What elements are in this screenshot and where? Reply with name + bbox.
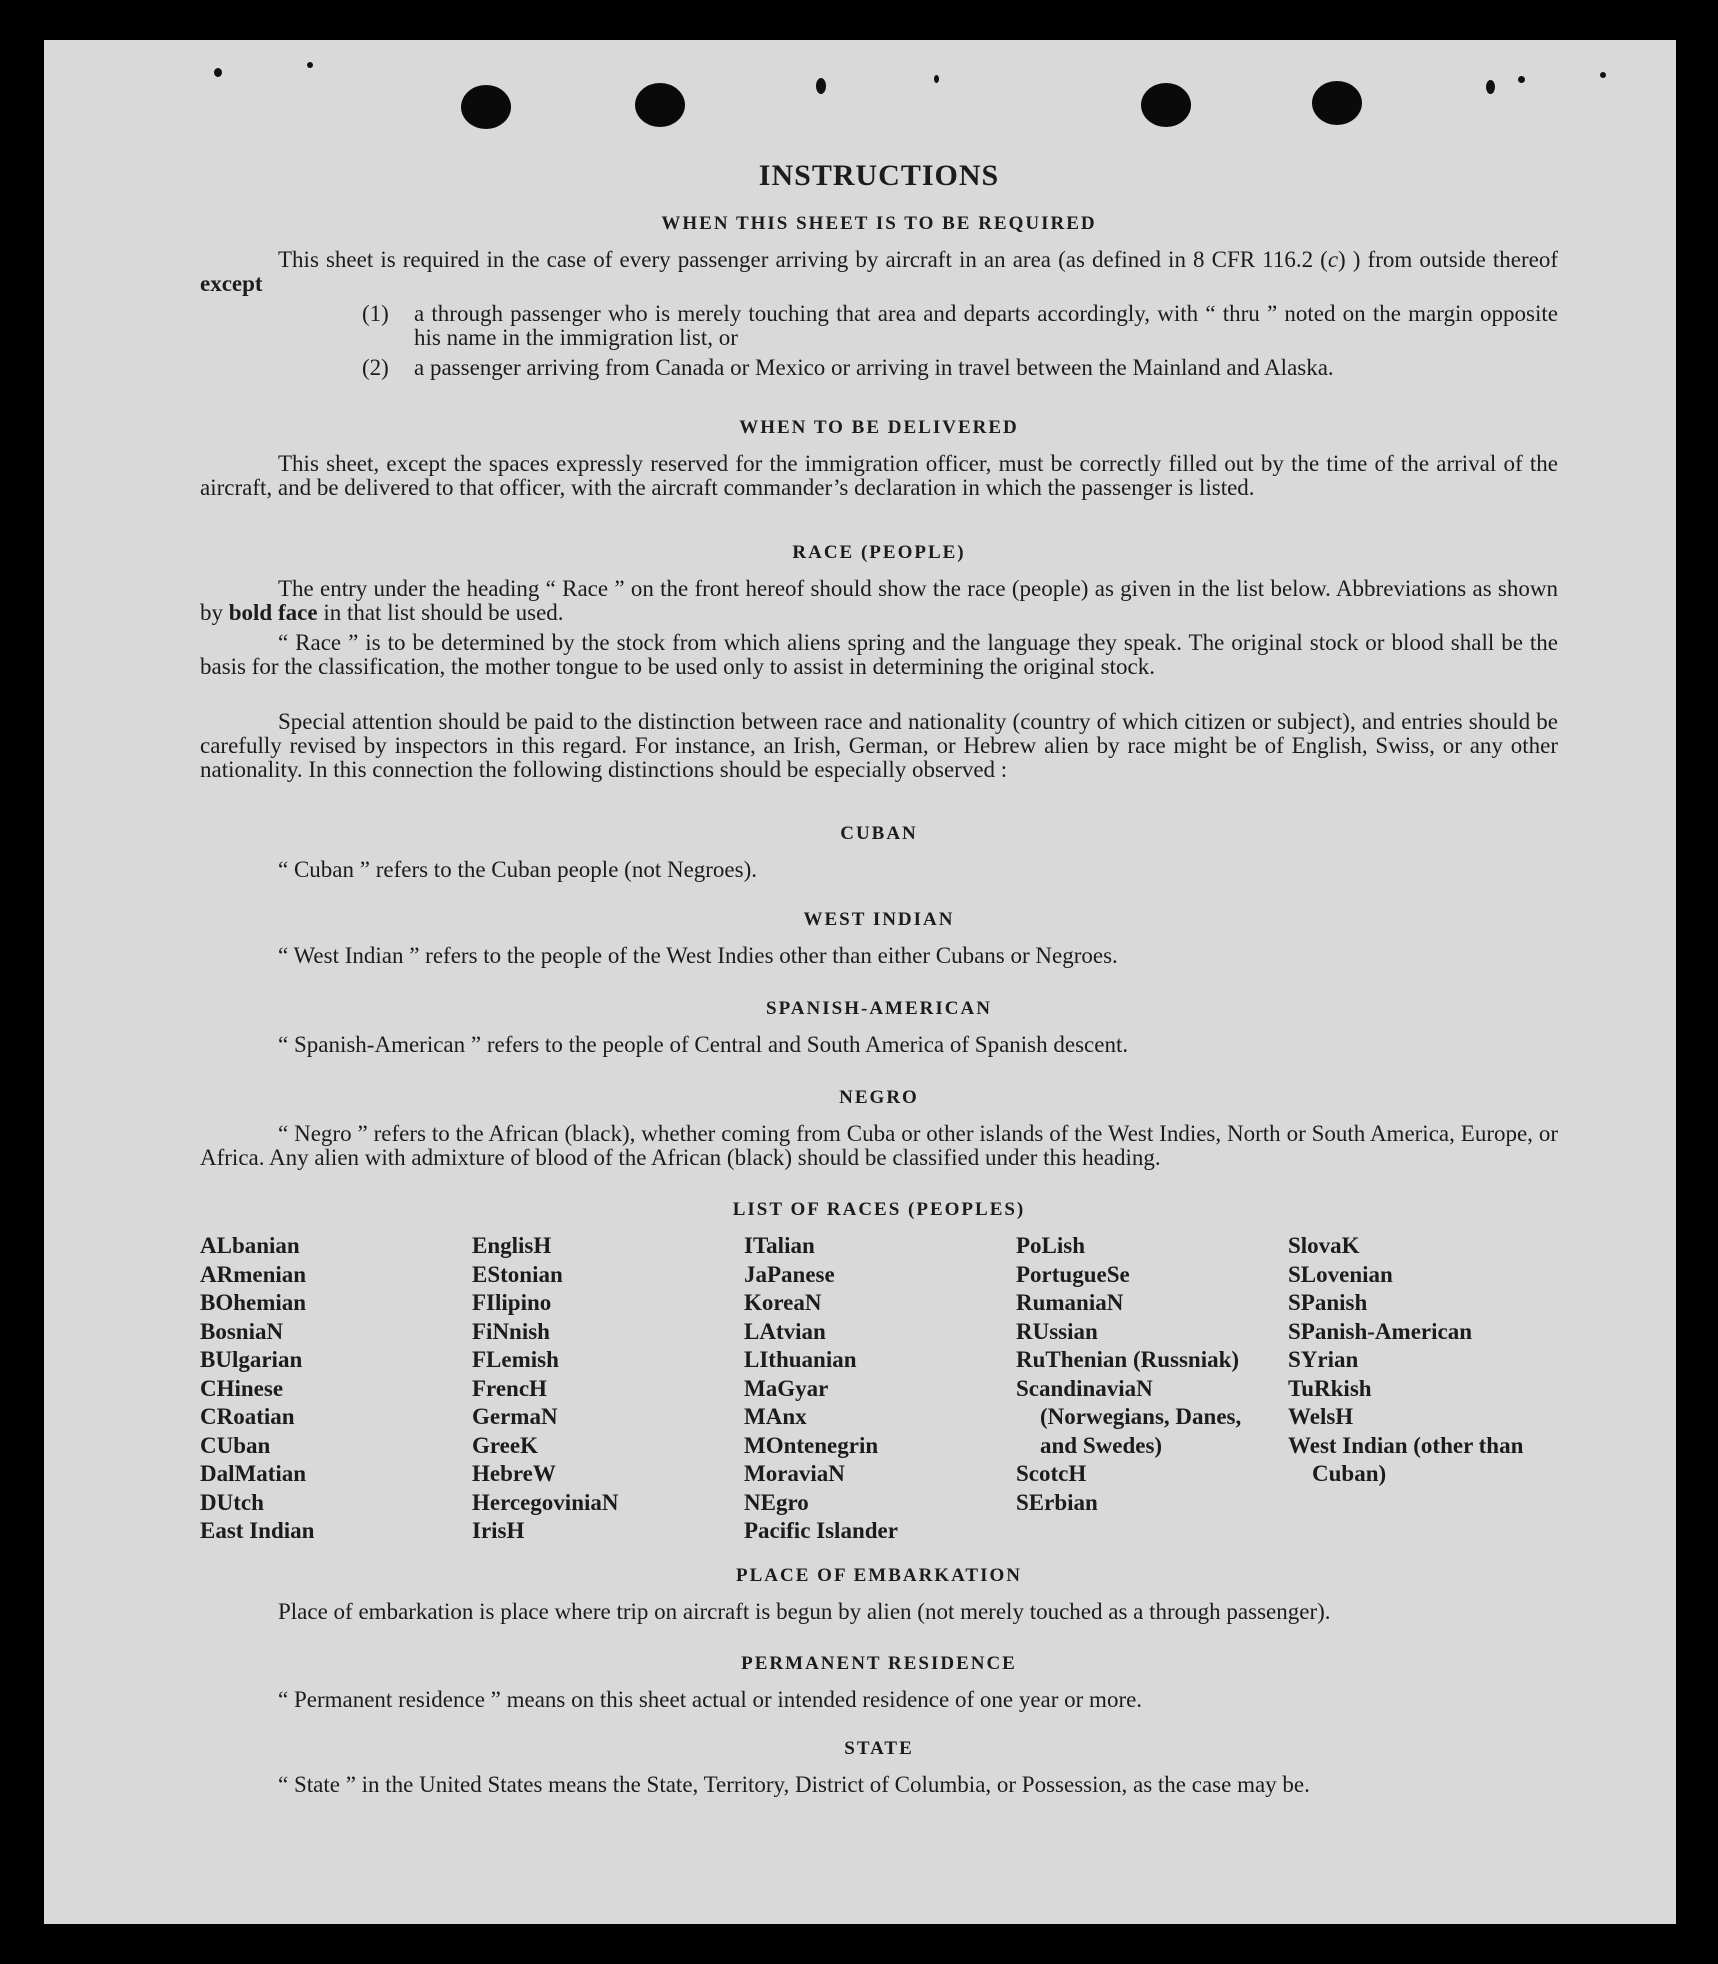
heading-when-delivered: WHEN TO BE DELIVERED — [739, 417, 1019, 438]
race-entry: RUssian — [1016, 1318, 1098, 1344]
race-entry: ScandinaviaN (Norwegians, Danes, and Swedes) — [1016, 1375, 1242, 1458]
spanish-american-text: “ Spanish-American ” refers to the people of Central and South America of Spanish descent. — [278, 1032, 1129, 1057]
race-entry: MAnx — [744, 1404, 807, 1429]
race-entry: PortugueSe — [1016, 1261, 1130, 1287]
race-entry: CUban — [200, 1432, 271, 1458]
item-text: a passenger arriving from Canada or Mexico or arriving in travel between the Mainland and Alaska. — [414, 355, 1334, 380]
race-entry: East Indian — [200, 1518, 315, 1543]
heading-cuban: CUBAN — [840, 823, 918, 844]
race-column-1 — [200, 1232, 462, 1546]
cuban-text: “ Cuban ” refers to the Cuban people (not Negroes). — [278, 857, 758, 882]
speck-mark — [214, 68, 222, 77]
race-p1-start: The entry under the heading “ Race ” on the front hereof should show the race (people) as given in the list below. Abbreviations as shown by — [200, 576, 1558, 625]
intro-start: This sheet is required in the case of every passenger arriving by aircraft in an area (as defined in 8 CFR 116.2 ( — [278, 247, 1328, 272]
race-entry: RuThenian (Russniak) — [1016, 1347, 1240, 1372]
speck-mark — [934, 75, 939, 83]
race-entry: EStonian — [472, 1261, 563, 1287]
race-entry: WelsH — [1288, 1404, 1354, 1429]
item-number: (2) — [362, 355, 389, 380]
race-entry: ScotcH — [1016, 1461, 1087, 1486]
document-sheet — [44, 40, 1676, 1924]
race-entry: MoraviaN — [744, 1461, 845, 1486]
west-indian-text: “ West Indian ” refers to the people of the West Indies other than either Cubans or Negroes. — [278, 943, 1118, 968]
heading-race: RACE (PEOPLE) — [792, 542, 966, 563]
race-entry: SYrian — [1288, 1347, 1359, 1372]
race-entry: JaPanese — [744, 1261, 835, 1287]
punch-hole — [461, 85, 511, 129]
race-entry: CHinese — [200, 1375, 284, 1401]
heading-when-required: WHEN THIS SHEET IS TO BE REQUIRED — [661, 213, 1097, 234]
heading-state: STATE — [844, 1738, 914, 1759]
race-entry: HebreW — [472, 1461, 556, 1486]
race-entry: BosniaN — [200, 1318, 284, 1344]
speck-mark — [1518, 76, 1525, 83]
item-number: (1) — [362, 301, 389, 326]
race-paragraph-2: “ Race ” is to be determined by the stock from which aliens spring and the language they speak. The original stock or blood shall be the basis for the classification, the mother tongue to be used only to assist in determining the original stock. — [200, 630, 1558, 679]
heading-embarkation: PLACE OF EMBARKATION — [736, 1565, 1022, 1586]
negro-text: “ Negro ” refers to the African (black), whether coming from Cuba or other islands of the West Indies, North or South America, Europe, or Africa. Any alien with admixture of blood of the African (black) should be classified under this heading. — [200, 1121, 1558, 1170]
race-entry: DUtch — [200, 1489, 264, 1515]
heading-west-indian: WEST INDIAN — [803, 909, 955, 930]
embarkation-text: Place of embarkation is place where trip on aircraft is begun by alien (not merely touched as a through passenger). — [278, 1599, 1331, 1624]
item-text: a through passenger who is merely touching that area and departs accordingly, with “ thru ” noted on the margin opposite his name in the immigration list, or — [414, 301, 1558, 350]
punch-hole — [1312, 81, 1362, 125]
race-paragraph-3: Special attention should be paid to the distinction between race and nationality (country of which citizen or subject), and entries should be carefully revised by inspectors in this regard. For instance, an Irish, German, or Hebrew alien by race might be of English, Swiss, or any other nationality. In this connection the following distinctions should be especially observed : — [200, 709, 1558, 782]
race-entry: SErbian — [1016, 1489, 1098, 1515]
exception-item-1 — [362, 302, 1558, 350]
race-column-4 — [1016, 1232, 1278, 1517]
race-entry: EnglisH — [472, 1233, 552, 1258]
race-entry: BOhemian — [200, 1290, 307, 1315]
race-entry: PoLish — [1016, 1233, 1086, 1258]
race-entry: NEgro — [744, 1489, 809, 1515]
speck-mark — [816, 78, 826, 94]
intro-end: ) ) from outside thereof — [1338, 247, 1558, 272]
exception-item-2 — [362, 356, 1558, 380]
race-entry: Pacific Islander — [744, 1518, 898, 1543]
race-entry: BUlgarian — [200, 1347, 303, 1372]
race-paragraph-1 — [200, 577, 1558, 625]
race-entry: FIlipino — [472, 1290, 552, 1315]
race-list — [200, 1232, 1558, 1552]
race-entry: SPanish — [1288, 1290, 1368, 1315]
race-entry: IrisH — [472, 1518, 525, 1543]
when-required-intro — [200, 248, 1558, 296]
race-entry: FLemish — [472, 1347, 559, 1372]
race-entry: FrencH — [472, 1375, 547, 1401]
race-entry: LAtvian — [744, 1318, 826, 1344]
race-column-3 — [744, 1232, 1006, 1546]
state-text: “ State ” in the United States means the State, Territory, District of Columbia, or Possession, as the case may be. — [278, 1772, 1310, 1797]
race-entry: SPanish-American — [1288, 1318, 1472, 1344]
intro-except: except — [200, 271, 263, 296]
race-entry: West Indian (other than Cuban) — [1288, 1432, 1524, 1486]
race-p1-bold: bold face — [228, 600, 318, 625]
heading-negro: NEGRO — [839, 1087, 919, 1108]
race-entry: MaGyar — [744, 1375, 829, 1401]
race-entry: GermaN — [472, 1404, 558, 1429]
intro-c: c — [1327, 247, 1339, 272]
race-entry: SLovenian — [1288, 1261, 1393, 1287]
race-column-5 — [1288, 1232, 1550, 1489]
speck-mark — [307, 62, 313, 68]
race-entry: ALbanian — [200, 1233, 300, 1258]
race-column-2 — [472, 1232, 734, 1546]
when-delivered-text: This sheet, except the spaces expressly reserved for the immigration officer, must be correctly filled out by the time of the arrival of the aircraft, and be delivered to that officer, with the aircraft commander’s declaration in which the passenger is listed. — [200, 451, 1558, 500]
speck-mark — [1600, 72, 1606, 78]
heading-permanent-residence: PERMANENT RESIDENCE — [741, 1653, 1017, 1674]
permanent-residence-text: “ Permanent residence ” means on this sheet actual or intended residence of one year or more. — [278, 1687, 1143, 1712]
speck-mark — [1486, 80, 1495, 94]
heading-spanish-american: SPANISH-AMERICAN — [766, 998, 992, 1019]
race-entry: TuRkish — [1288, 1375, 1372, 1401]
race-entry: SlovaK — [1288, 1233, 1360, 1258]
race-entry: MOntenegrin — [744, 1432, 879, 1458]
heading-list-of-races: LIST OF RACES (PEOPLES) — [732, 1199, 1026, 1220]
race-entry: CRoatian — [200, 1404, 295, 1429]
race-p1-end: in that list should be used. — [323, 600, 564, 625]
race-entry: DalMatian — [200, 1461, 307, 1486]
punch-hole — [635, 83, 685, 127]
race-entry: ITalian — [744, 1233, 815, 1258]
page-title: INSTRUCTIONS — [758, 159, 1000, 192]
race-entry: RumaniaN — [1016, 1290, 1124, 1315]
race-entry: ARmenian — [200, 1261, 307, 1287]
race-entry: LIthuanian — [744, 1347, 857, 1372]
punch-hole — [1141, 83, 1191, 127]
race-entry: KoreaN — [744, 1290, 822, 1315]
race-entry: GreeK — [472, 1432, 538, 1458]
race-entry: HercegoviniaN — [472, 1489, 619, 1515]
race-entry: FiNnish — [472, 1318, 550, 1344]
